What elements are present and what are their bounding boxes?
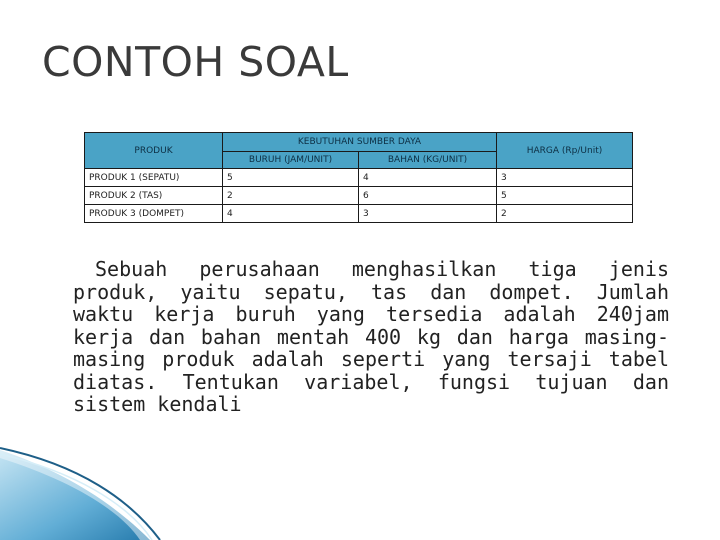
- header-bahan: BAHAN (KG/UNIT): [359, 152, 497, 169]
- cell-bahan: 3: [359, 205, 497, 223]
- header-harga: HARGA (Rp/Unit): [497, 133, 633, 169]
- cell-harga: 5: [497, 187, 633, 205]
- cell-bahan: 6: [359, 187, 497, 205]
- resource-table: [84, 132, 633, 223]
- header-produk: PRODUK: [85, 133, 223, 169]
- table-row: [85, 187, 633, 205]
- resource-table-container: [84, 132, 632, 223]
- cell-produk: PRODUK 1 (SEPATU): [85, 169, 223, 187]
- header-kebutuhan: KEBUTUHAN SUMBER DAYA: [223, 133, 497, 152]
- cell-bahan: 4: [359, 169, 497, 187]
- table-row: [85, 169, 633, 187]
- cell-produk: PRODUK 2 (TAS): [85, 187, 223, 205]
- table-row: [85, 205, 633, 223]
- header-buruh: BURUH (JAM/UNIT): [223, 152, 359, 169]
- cell-buruh: 5: [223, 169, 359, 187]
- slide-title: CONTOH SOAL: [42, 38, 349, 86]
- cell-buruh: 4: [223, 205, 359, 223]
- cell-buruh: 2: [223, 187, 359, 205]
- cell-harga: 2: [497, 205, 633, 223]
- cell-produk: PRODUK 3 (DOMPET): [85, 205, 223, 223]
- corner-decoration: [0, 440, 720, 540]
- problem-paragraph: Sebuah perusahaan menghasilkan tiga jenis produk, yaitu sepatu, tas dan dompet. Jumlah waktu kerja buruh yang tersedia adalah 240jam kerja dan bahan mentah 400 kg dan harga masing-masing produk adalah seperti yang tersaji tabel diatas. Tentukan variabel, fungsi tujuan dan sistem kendali: [73, 257, 669, 416]
- cell-harga: 3: [497, 169, 633, 187]
